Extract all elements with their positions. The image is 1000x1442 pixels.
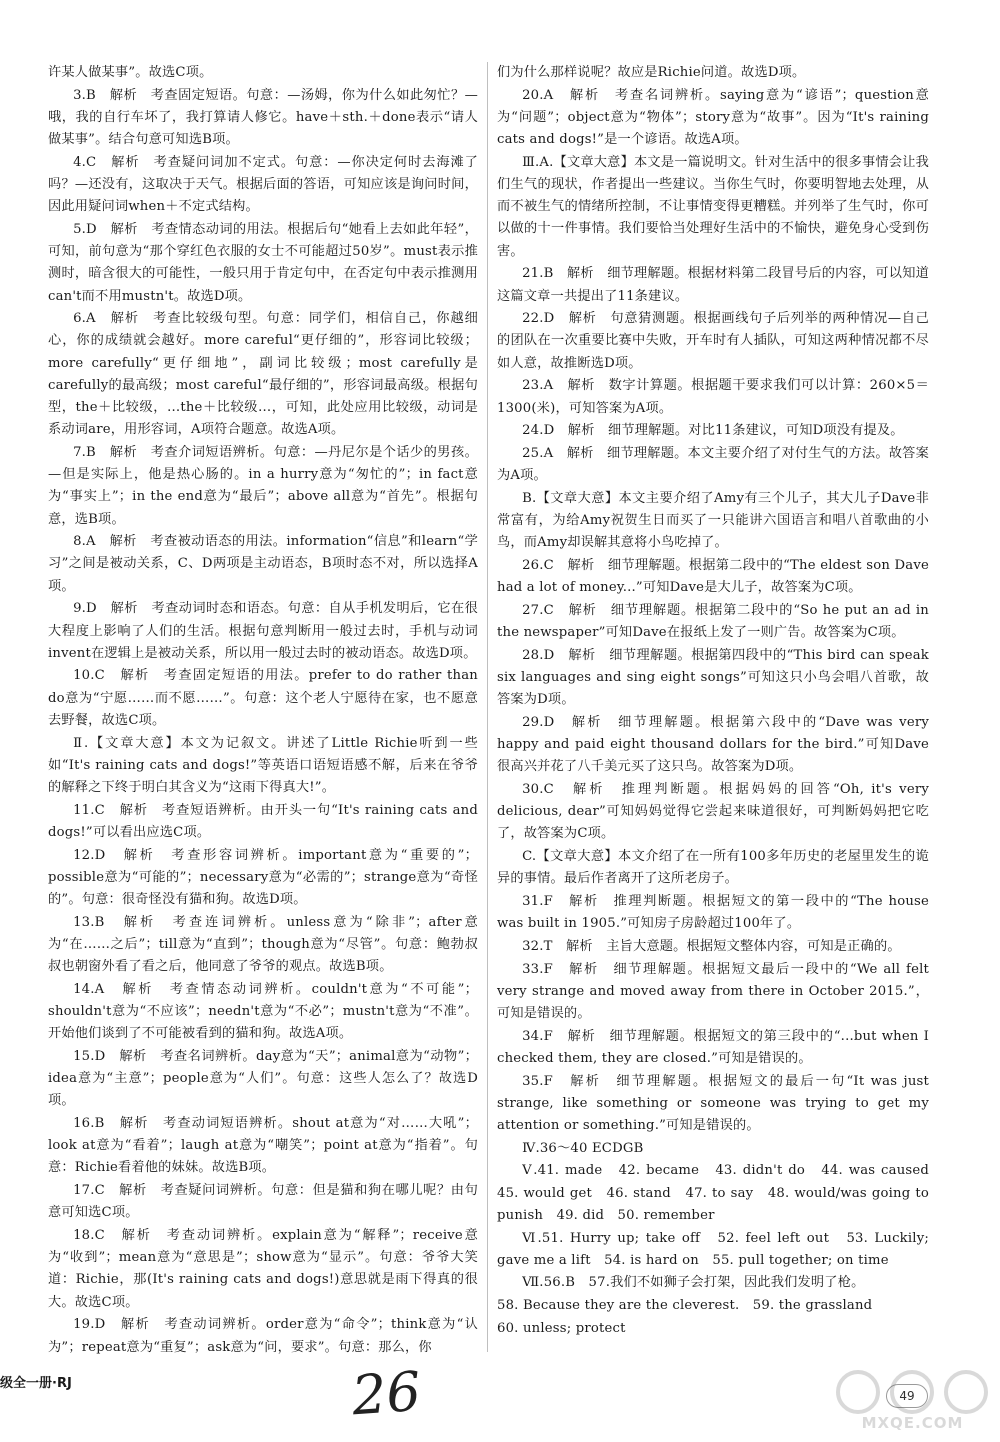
left-paragraph: 15.D 解析 考查名词辨析。day意为“天”；animal意为“动物”；idea意为“主意”；people意为“人们”。句意：这些人怎么了？故选D项。: [48, 1048, 478, 1109]
left-paragraph: 9.D 解析 考查动词时态和语态。句意：自从手机发明后，它在很大程度上影响了人们的生活。根据句意判断用一般过去时，手机与动词invent在逻辑上是被动关系，所以用一般过去时的被动语态。故选D项。: [48, 601, 478, 661]
left-paragraph: 许某人做某事”。故选C项。: [48, 65, 213, 80]
right-paragraph: C.【文章大意】本文介绍了在一所有100多年历史的老屋里发生的诡异的事情。最后作者离开了这所老房子。: [497, 849, 929, 887]
left-paragraph: 11.C 解析 考查短语辨析。由开头一句“It's raining cats and dogs!”可以看出应选C项。: [48, 802, 478, 840]
watermark-text: MXQE.COM: [861, 1414, 964, 1432]
handwritten-note: 26: [349, 1359, 423, 1428]
right-paragraph: Ⅴ.41. made 42. became 43. didn't do 44. was caused 45. would get 46. stand 47. to say 48. would/was going to punish 49. did 50. remember: [497, 1163, 943, 1223]
right-column: [497, 62, 943, 1340]
right-paragraph: 27.C 解析 细节理解题。根据第二段中的“So he put an ad in the newspaper”可知Dave在报纸上发了一则广告。故答案为C项。: [497, 602, 929, 641]
right-paragraph: 60. unless; protect: [497, 1320, 626, 1336]
left-paragraph: 12.D 解析 考查形容词辨析。important意为“重要的”；possible意为“可能的”；necessary意为“必需的”；strange意为“奇怪的”。句意：很奇怪没有猫和狗。故选D项。: [48, 847, 478, 908]
left-paragraph: 6.A 解析 考查比较级句型。句意：同学们，相信自己，你越细心，你的成绩就会越好。more careful“更仔细的”，形容词比较级；more carefully“更仔细地”，副词比较级；most carefully是carefully的最高级；most careful“最仔细的”，形容词最高级。根据句型，the＋比较级，…the＋比较级…，可知，此处应用比较级，动词是系动词are，用形容词，A项符合题意。故选A项。: [48, 311, 478, 438]
left-paragraph: 4.C 解析 考查疑问词加不定式。句意：—你决定何时去海滩了吗？—还没有，这取决于天气。根据后面的答语，可知应该是询问时间，因此用疑问词when＋不定式结构。: [48, 154, 478, 215]
left-paragraph: 5.D 解析 考查情态动词的用法。根据后句“她看上去如此年轻”，可知，前句意为“那个穿红色衣服的女士不可能超过50岁”。must表示推测时，暗含很大的可能性，一般只用于肯定句中，在否定句中表示推测用can't而不用mustn't。故选D项。: [48, 221, 478, 304]
left-paragraph: 3.B 解析 考查固定短语。句意：—汤姆，你为什么如此匆忙？—哦，我的自行车坏了，我打算请人修它。have＋sth.＋done表示“请人做某事”。结合句意可知选B项。: [48, 87, 478, 148]
right-paragraph: 32.T 解析 主旨大意题。根据短文整体内容，可知是正确的。: [522, 938, 901, 954]
left-paragraph: 13.B 解析 考查连词辨析。unless意为“除非”；after意为“在……之后”；till意为“直到”；though意为“尽管”。句意：鲍勃叔叔也朝窗外看了看之后，他同意了爷爷的观点。故选B项。: [48, 914, 478, 975]
right-paragraph: 24.D 解析 细节理解题。对比11条建议，可知D项没有提及。: [522, 423, 904, 439]
right-paragraph: Ⅵ.51. Hurry up; take off 52. feel left out 53. Luckily; gave me a lift 54. is hard on 55. pull together; on time: [497, 1230, 929, 1268]
right-paragraph: 28.D 解析 细节理解题。根据第四段中的“This bird can speak six languages and sing eight songs”可知这只小鸟会唱八首歌，故答案为D项。: [497, 647, 929, 708]
right-paragraph: 26.C 解析 细节理解题。根据第二段中的“The eldest son Dave had a lot of money...”可知Dave是大儿子，故答案为C项。: [497, 557, 929, 596]
right-paragraph: 25.A 解析 细节理解题。本文主要介绍了对付生气的方法。故答案为A项。: [497, 445, 929, 484]
right-paragraph: 34.F 解析 细节理解题。根据短文的第三段中的“...but when I checked them, they are closed.”可知是错误的。: [497, 1028, 929, 1066]
right-paragraph: 30.C 解析 推理判断题。根据妈妈的回答“Oh, it's very delicious, dear”可知妈妈觉得它尝起来味道很好，可判断妈妈把它吃了，故答案为C项。: [497, 782, 929, 842]
right-paragraph: 22.D 解析 句意猜测题。根据画线句子后列举的两种情况—自己的团队在一次重要比赛中失败，开车时有人插队，可知这两种情况都不尽如人意，故推断选D项。: [497, 311, 929, 371]
left-paragraph: 19.D 解析 考查动词辨析。order意为“命令”；think意为“认为”；repeat意为“重复”；ask意为“问，要求”。句意：那么，你: [48, 1317, 478, 1355]
right-paragraph: 23.A 解析 数字计算题。根据题干要求我们可以计算：260×5＝1300(米)，可知答案为A项。: [497, 378, 929, 416]
right-paragraph: 33.F 解析 细节理解题。根据短文最后一段中的“We all felt very strange and moved away from there in October 2015.”，可知是错误的。: [497, 961, 929, 1022]
left-paragraph: 18.C 解析 考查动词辨析。explain意为“解释”；receive意为“收到”；mean意为“意思是”；show意为“显示”。句意：爷爷大笑道：Richie，那(It's raining cats and dogs!)意思就是雨下得真的很大。故选C项。: [48, 1228, 478, 1310]
right-paragraph: 31.F 解析 推理判断题。根据短文的第一段中的“The house was built in 1905.”可知房子房龄超过100年了。: [497, 894, 929, 932]
column-divider: [487, 62, 488, 1352]
book-label: 级全一册·RJ: [0, 1376, 72, 1391]
left-paragraph: 16.B 解析 考查动词短语辨析。shout at意为“对……大吼”；look at意为“看着”；laugh at意为“嘲笑”；point at意为“指着”。句意：Richie看着他的妹妹。故选B项。: [48, 1116, 478, 1176]
page-number: 49: [886, 1384, 928, 1408]
left-paragraph: Ⅱ.【文章大意】本文为记叙文。讲述了Little Richie听到一些如“It's raining cats and dogs!”等英语口语短语感不解，后来在爷爷的解释之下终于明白其含义为“这雨下得真大!”。: [48, 735, 478, 795]
left-paragraph: 14.A 解析 考查情态动词辨析。couldn't意为“不可能”；shouldn't意为“不应该”；needn't意为“不必”；mustn't意为“不准”。开始他们谈到了不可能被看到的猫和狗。故选A项。: [48, 981, 478, 1042]
right-paragraph: Ⅳ.36～40 ECDGB: [522, 1140, 644, 1156]
right-paragraph: 29.D 解析 细节理解题。根据第六段中的“Dave was very happy and paid eight thousand dollars for the bird.”可知Dave很高兴并花了八千美元买了这只鸟。故答案为D项。: [497, 714, 929, 775]
left-paragraph: 8.A 解析 考查被动语态的用法。information“信息”和learn“学习”之间是被动关系，C、D两项是主动语态，B项时态不对，所以选择A项。: [48, 534, 478, 594]
left-column: [48, 62, 478, 1359]
right-paragraph: 58. Because they are the cleverest. 59. the grassland: [497, 1298, 873, 1314]
right-paragraph: 35.F 解析 细节理解题。根据短文的最后一句“It was just strange, like something or someone was trying to get my attention or something.”可知是错误的。: [497, 1073, 929, 1134]
right-paragraph: 们为什么那样说呢？故应是Richie问道。故选D项。: [497, 65, 806, 80]
left-paragraph: 10.C 解析 考查固定短语的用法。prefer to do rather than do意为“宁愿……而不愿……”。句意：这个老人宁愿待在家，也不愿意去野餐，故选C项。: [48, 668, 478, 728]
right-paragraph: Ⅲ.A.【文章大意】本文是一篇说明文。针对生活中的很多事情会让我们生气的现状，作者提出一些建议。当你生气时，你要明智地去处理，从而不被生气的情绪所控制，不让事情变得更糟糕。并列举了生气时，你可以做的十一件事情。我们要恰当处理好生活中的不愉快，避免身心受到伤害。: [497, 154, 929, 259]
right-paragraph: 20.A 解析 考查名词辨析。saying意为“谚语”；question意为“问题”；object意为“物体”；story意为“故事”。因为“It's raining cats and dogs!”是一个谚语。故选A项。: [497, 87, 929, 148]
right-paragraph: B.【文章大意】本文主要介绍了Amy有三个儿子，其大儿子Dave非常富有，为给Amy祝贺生日而买了一只能讲六国语言和唱八首歌曲的小鸟，而Amy却误解其意将小鸟吃掉了。: [497, 490, 929, 551]
right-paragraph: Ⅶ.56.B 57.我们不如狮子会打架，因此我们发明了枪。: [522, 1275, 865, 1291]
right-paragraph: 21.B 解析 细节理解题。根据材料第二段冒号后的内容，可以知道这篇文章一共提出了11条建议。: [497, 266, 929, 304]
left-paragraph: 7.B 解析 考查介词短语辨析。句意：—丹尼尔是个话少的男孩。—但是实际上，他是热心肠的。in a hurry意为“匆忙的”；in fact意为“事实上”；in the end意为“最后”；above all意为“首先”。根据句意，选B项。: [48, 444, 478, 527]
left-paragraph: 17.C 解析 考查疑问词辨析。句意：但是猫和狗在哪儿呢？由句意可知选C项。: [48, 1183, 478, 1221]
